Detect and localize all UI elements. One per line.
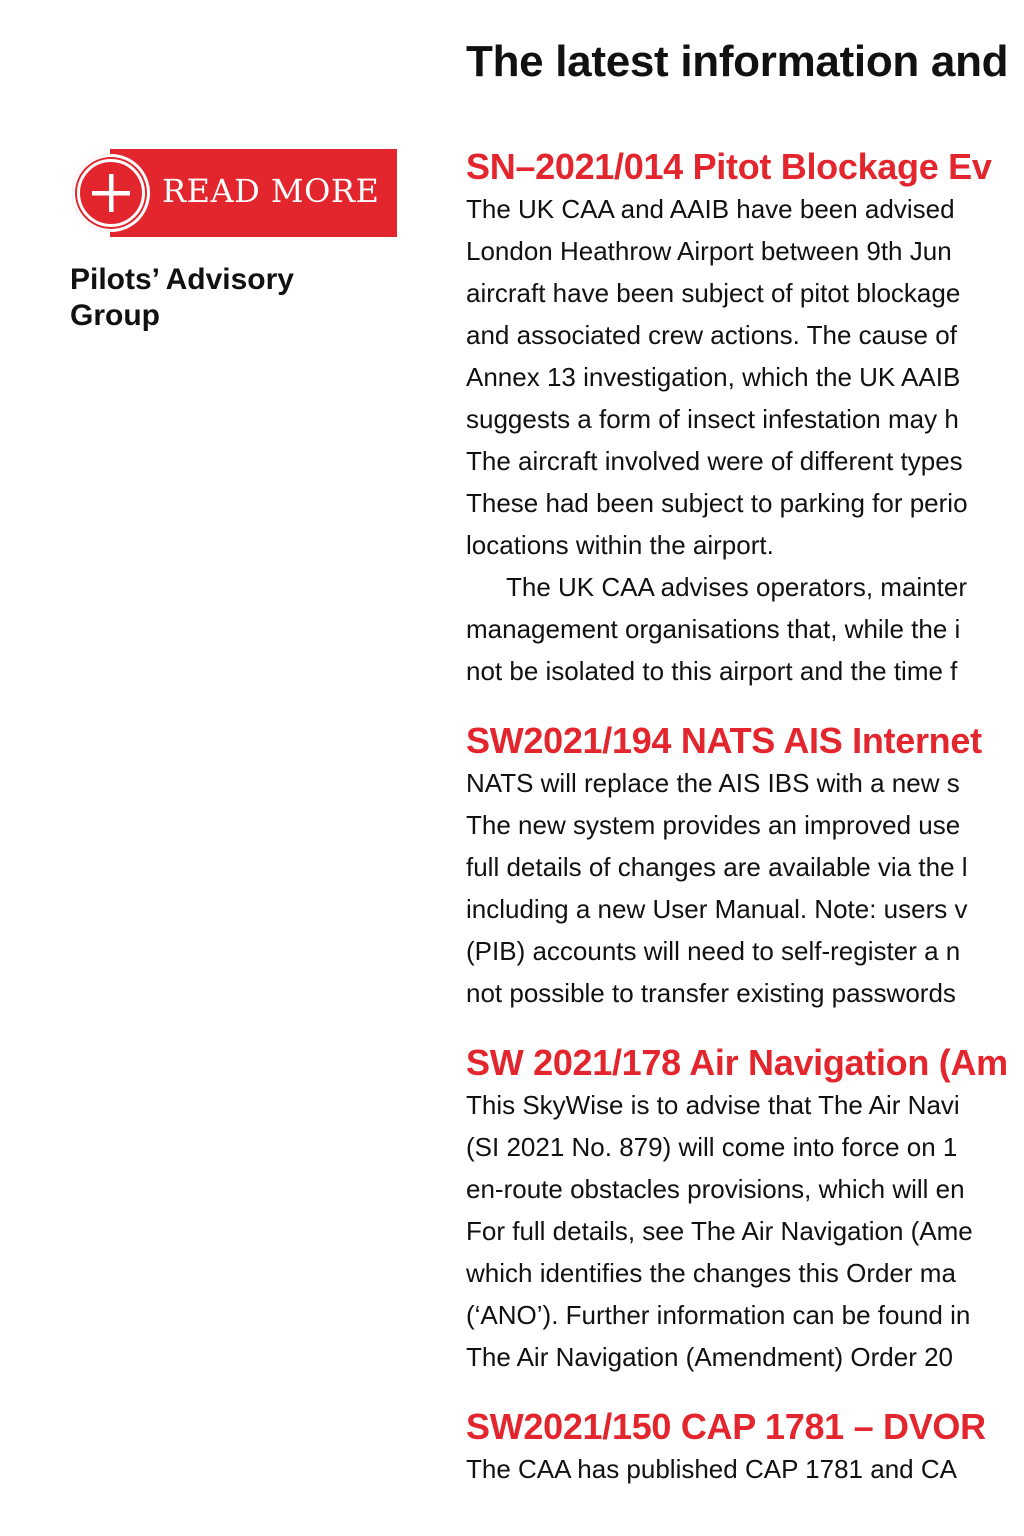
text-line: These had been subject to parking for perio [466, 488, 968, 518]
news-item-paragraph [466, 566, 1024, 692]
news-item [466, 1406, 1024, 1490]
news-item-paragraph [466, 188, 1024, 566]
news-item-paragraph [466, 1084, 1024, 1378]
text-line: en-route obstacles provisions, which will en [466, 1174, 965, 1204]
text-line: London Heathrow Airport between 9th Jun [466, 236, 952, 266]
news-item [466, 146, 1024, 692]
text-line: The Air Navigation (Amendment) Order 20 [466, 1342, 953, 1372]
text-line: management organisations that, while the i [466, 614, 961, 644]
text-line: For full details, see The Air Navigation (Ame [466, 1216, 973, 1246]
text-line: The new system provides an improved use [466, 810, 961, 840]
text-line: (SI 2021 No. 879) will come into force on 1 [466, 1132, 958, 1162]
text-line: full details of changes are available via the l [466, 852, 968, 882]
text-line: NATS will replace the AIS IBS with a new s [466, 768, 960, 798]
text-line: suggests a form of insect infestation may h [466, 404, 959, 434]
news-item-title[interactable]: SW 2021/178 Air Navigation (Am [466, 1042, 1008, 1083]
news-item-title[interactable]: SW2021/150 CAP 1781 – DVOR [466, 1406, 986, 1447]
text-line: not possible to transfer existing passwords [466, 978, 956, 1008]
news-item [466, 1042, 1024, 1378]
news-item-title[interactable]: SW2021/194 NATS AIS Internet [466, 720, 982, 761]
read-more-label: READ MORE [162, 172, 380, 210]
text-line: and associated crew actions. The cause of [466, 320, 957, 350]
text-line: The UK CAA advises operators, mainter [506, 572, 967, 602]
text-line: locations within the airport. [466, 530, 774, 560]
plus-circle-icon [72, 154, 150, 232]
news-item-paragraph [466, 1448, 1024, 1490]
text-line: The CAA has published CAP 1781 and CA [466, 1454, 957, 1484]
sidebar-heading-line: Group [70, 299, 160, 332]
news-list [466, 146, 1024, 1518]
text-line: which identifies the changes this Order ma [466, 1258, 956, 1288]
text-line: not be isolated to this airport and the time f [466, 656, 958, 686]
news-item-paragraph [466, 762, 1024, 1014]
sidebar-heading-line: Pilots’ Advisory [70, 263, 294, 296]
text-line: including a new User Manual. Note: users v [466, 894, 968, 924]
text-line: (PIB) accounts will need to self-register a n [466, 936, 961, 966]
text-line: aircraft have been subject of pitot blockage [466, 278, 961, 308]
sidebar-heading [70, 262, 370, 334]
text-line: (‘ANO’). Further information can be found in [466, 1300, 971, 1330]
text-line: Annex 13 investigation, which the UK AAIB [466, 362, 961, 392]
text-line: The aircraft involved were of different types [466, 446, 963, 476]
news-item-title[interactable]: SN–2021/014 Pitot Blockage Ev [466, 146, 992, 187]
news-item [466, 720, 1024, 1014]
text-line: The UK CAA and AAIB have been advised [466, 194, 955, 224]
read-more-button[interactable] [72, 149, 397, 237]
text-line: This SkyWise is to advise that The Air Navi [466, 1090, 960, 1120]
page-title: The latest information and [466, 37, 1009, 86]
